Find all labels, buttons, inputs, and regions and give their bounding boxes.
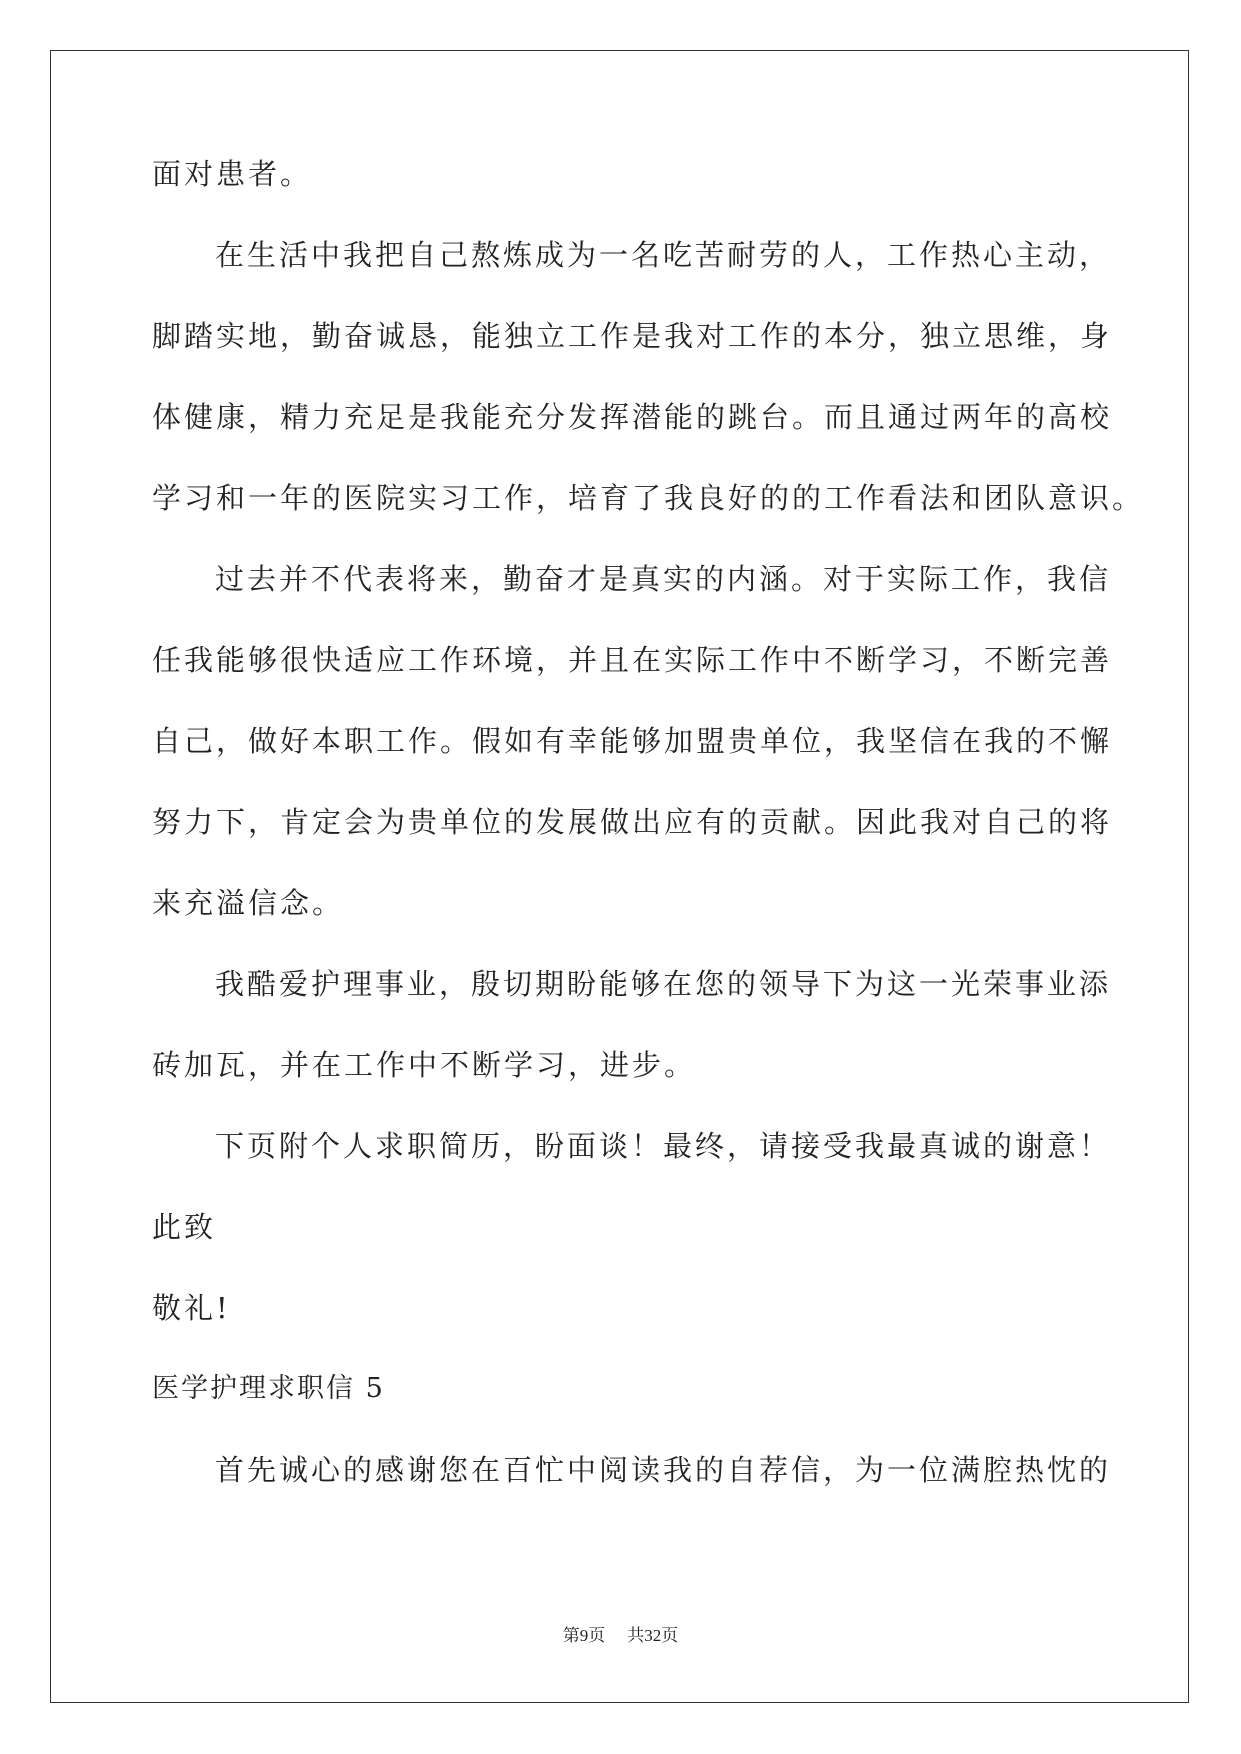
text-line: 学习和一年的医院实习工作，培育了我良好的的工作看法和团队意识。: [152, 481, 1145, 515]
text-line: 首先诚心的感谢您在百忙中阅读我的自荐信，为一位满腔热忱的: [215, 1453, 1112, 1487]
text-line: 来充溢信念。: [152, 886, 345, 920]
text-line: 任我能够很快适应工作环境，并且在实际工作中不断学习，不断完善: [152, 643, 1113, 677]
page-number-current: 第9页: [562, 1626, 606, 1645]
text-line: 自己，做好本职工作。假如有幸能够加盟贵单位，我坚信在我的不懈: [152, 724, 1113, 758]
section-heading: 医学护理求职信 5: [152, 1373, 385, 1404]
text-line: 体健康，精力充足是我能充分发挥潜能的跳台。而且通过两年的高校: [152, 400, 1113, 434]
text-line: 努力下，肯定会为贵单位的发展做出应有的贡献。因此我对自己的将: [152, 805, 1113, 839]
text-line: 面对患者。: [152, 157, 313, 191]
text-line: 砖加瓦，并在工作中不断学习，进步。: [152, 1048, 697, 1082]
document-body: [152, 157, 1145, 1537]
text-line: 过去并不代表将来，勤奋才是真实的内涵。对于实际工作，我信: [215, 562, 1112, 596]
text-line: 下页附个人求职简历，盼面谈！最终，请接受我最真诚的谢意！: [215, 1129, 1112, 1163]
text-line: 在生活中我把自己熬炼成为一名吃苦耐劳的人，工作热心主动，: [215, 238, 1112, 272]
text-line: 我酷爱护理事业，殷切期盼能够在您的领导下为这一光荣事业添: [215, 967, 1112, 1001]
page-footer: [0, 1621, 1241, 1646]
closing-regards: 敬礼!: [152, 1291, 231, 1325]
page-number-total: 共32页: [627, 1626, 679, 1645]
closing-salutation: 此致: [152, 1210, 217, 1244]
text-line: 脚踏实地，勤奋诚恳，能独立工作是我对工作的本分，独立思维，身: [152, 319, 1113, 353]
